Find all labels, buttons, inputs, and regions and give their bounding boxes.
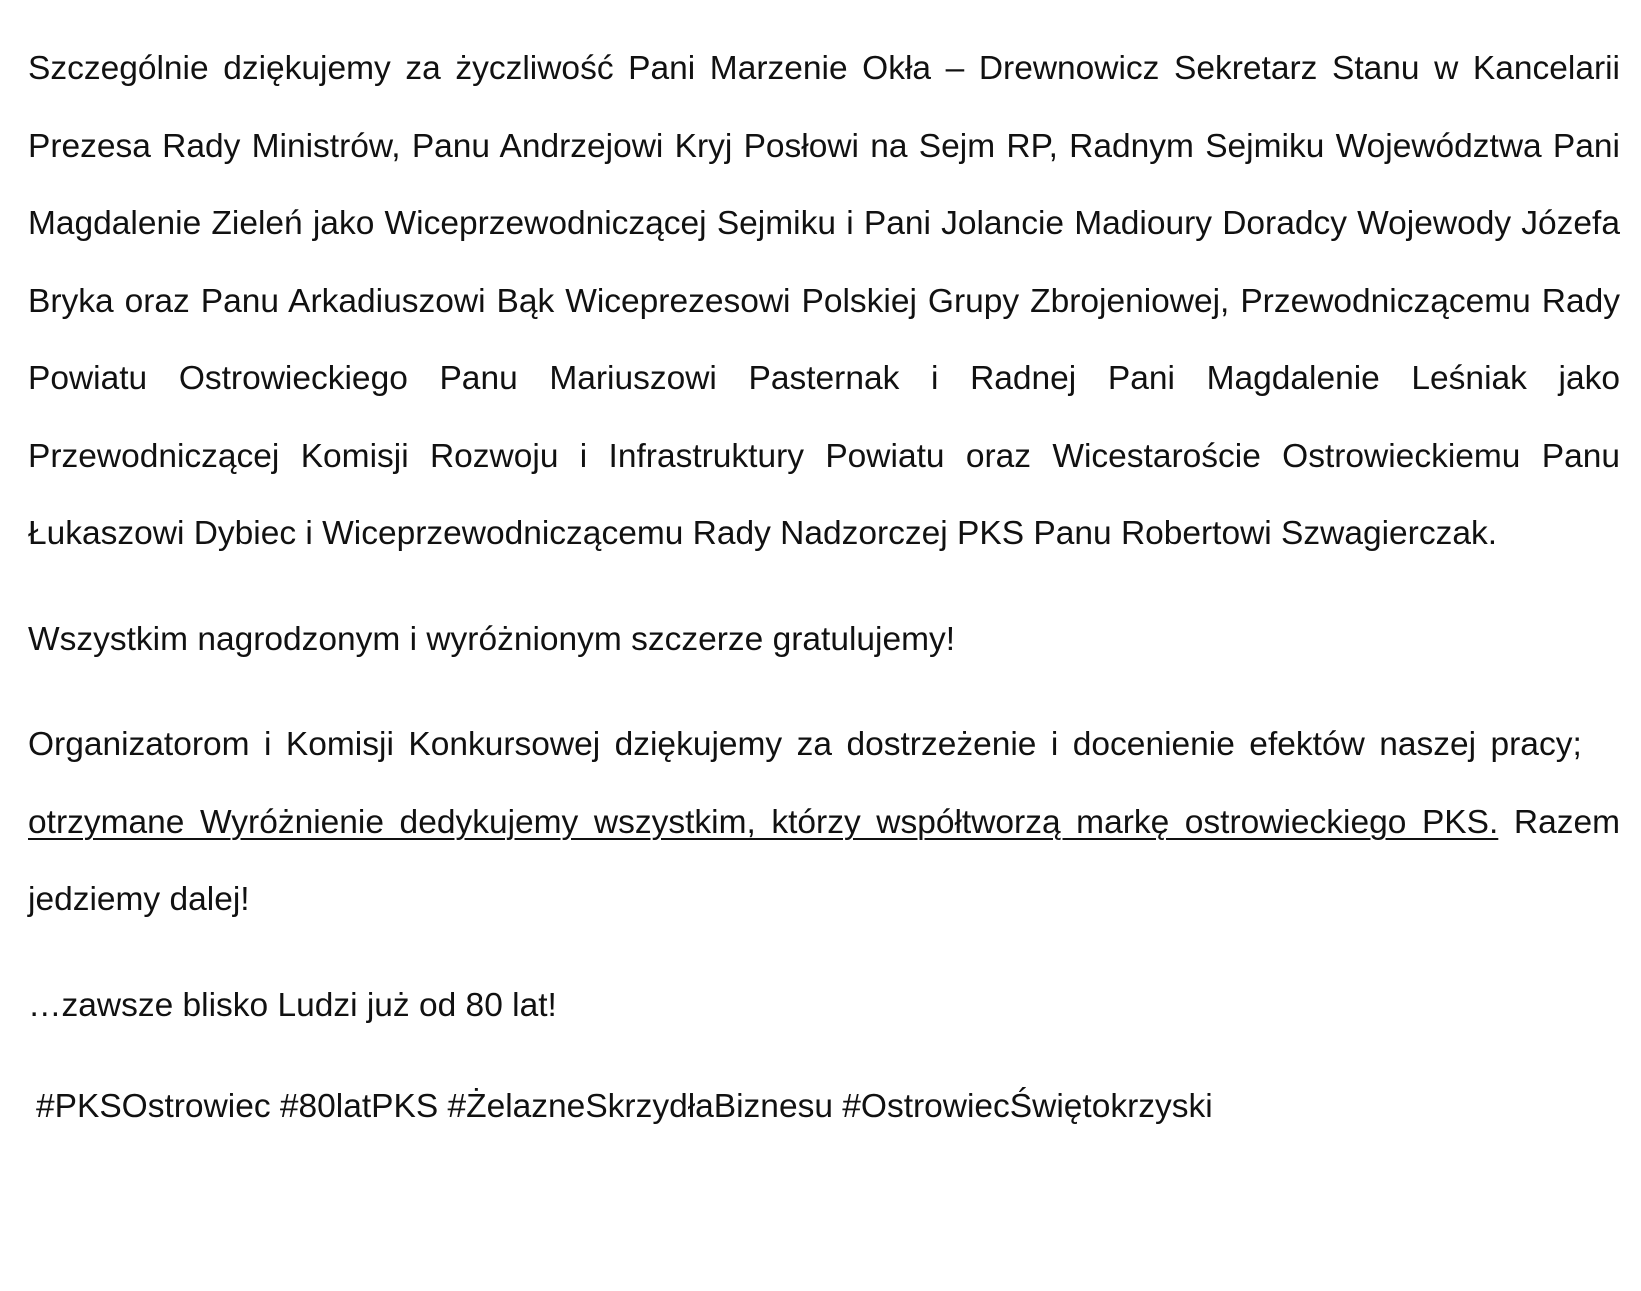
organizers-closing-text: Razem jedziemy dalej! (28, 803, 1620, 918)
slogan-line: …zawsze blisko Ludzi już od 80 lat! (28, 986, 557, 1024)
organizers-paragraph (28, 706, 1620, 939)
hashtags-line: #PKSOstrowiec #80latPKS #ŻelazneSkrzydłaBiznesu #OstrowiecŚwiętokrzyski (36, 1088, 1213, 1125)
congratulations-paragraph: Wszystkim nagrodzonym i wyróżnionym szczerze gratulujemy! (28, 620, 956, 658)
dedication-underlined-text: otrzymane Wyróżnienie dedykujemy wszystkim, którzy współtworzą markę ostrowieckiego PKS. (28, 803, 1499, 841)
document-body (28, 30, 1620, 1146)
thanks-paragraph: Szczególnie dziękujemy za życzliwość Pani Marzenie Okła – Drewnowicz Sekretarz Stanu w Kancelarii Prezesa Rady Ministrów, Panu Andrzejowi Kryj Posłowi na Sejm RP, Radnym Sejmiku Województwa Pani Magdalenie Zieleń jako Wiceprzewodniczącej Sejmiku i Pani Jolancie Madioury Doradcy Wojewody Józefa Bryka oraz Panu Arkadiuszowi Bąk Wiceprezesowi Polskiej Grupy Zbrojeniowej, Przewodniczącemu Rady Powiatu Ostrowieckiego Panu Mariuszowi Pasternak i Radnej Pani Magdalenie Leśniak jako Przewodniczącej Komisji Rozwoju i Infrastruktury Powiatu oraz Wicestaroście Ostrowieckiemu Panu Łukaszowi Dybiec i Wiceprzewodniczącemu Rady Nadzorczej PKS Panu Robertowi Szwagierczak. (28, 50, 1620, 552)
organizers-intro-text: Organizatorom i Komisji Konkursowej dziękujemy za dostrzeżenie i docenienie efektów naszej pracy; (28, 726, 1582, 763)
